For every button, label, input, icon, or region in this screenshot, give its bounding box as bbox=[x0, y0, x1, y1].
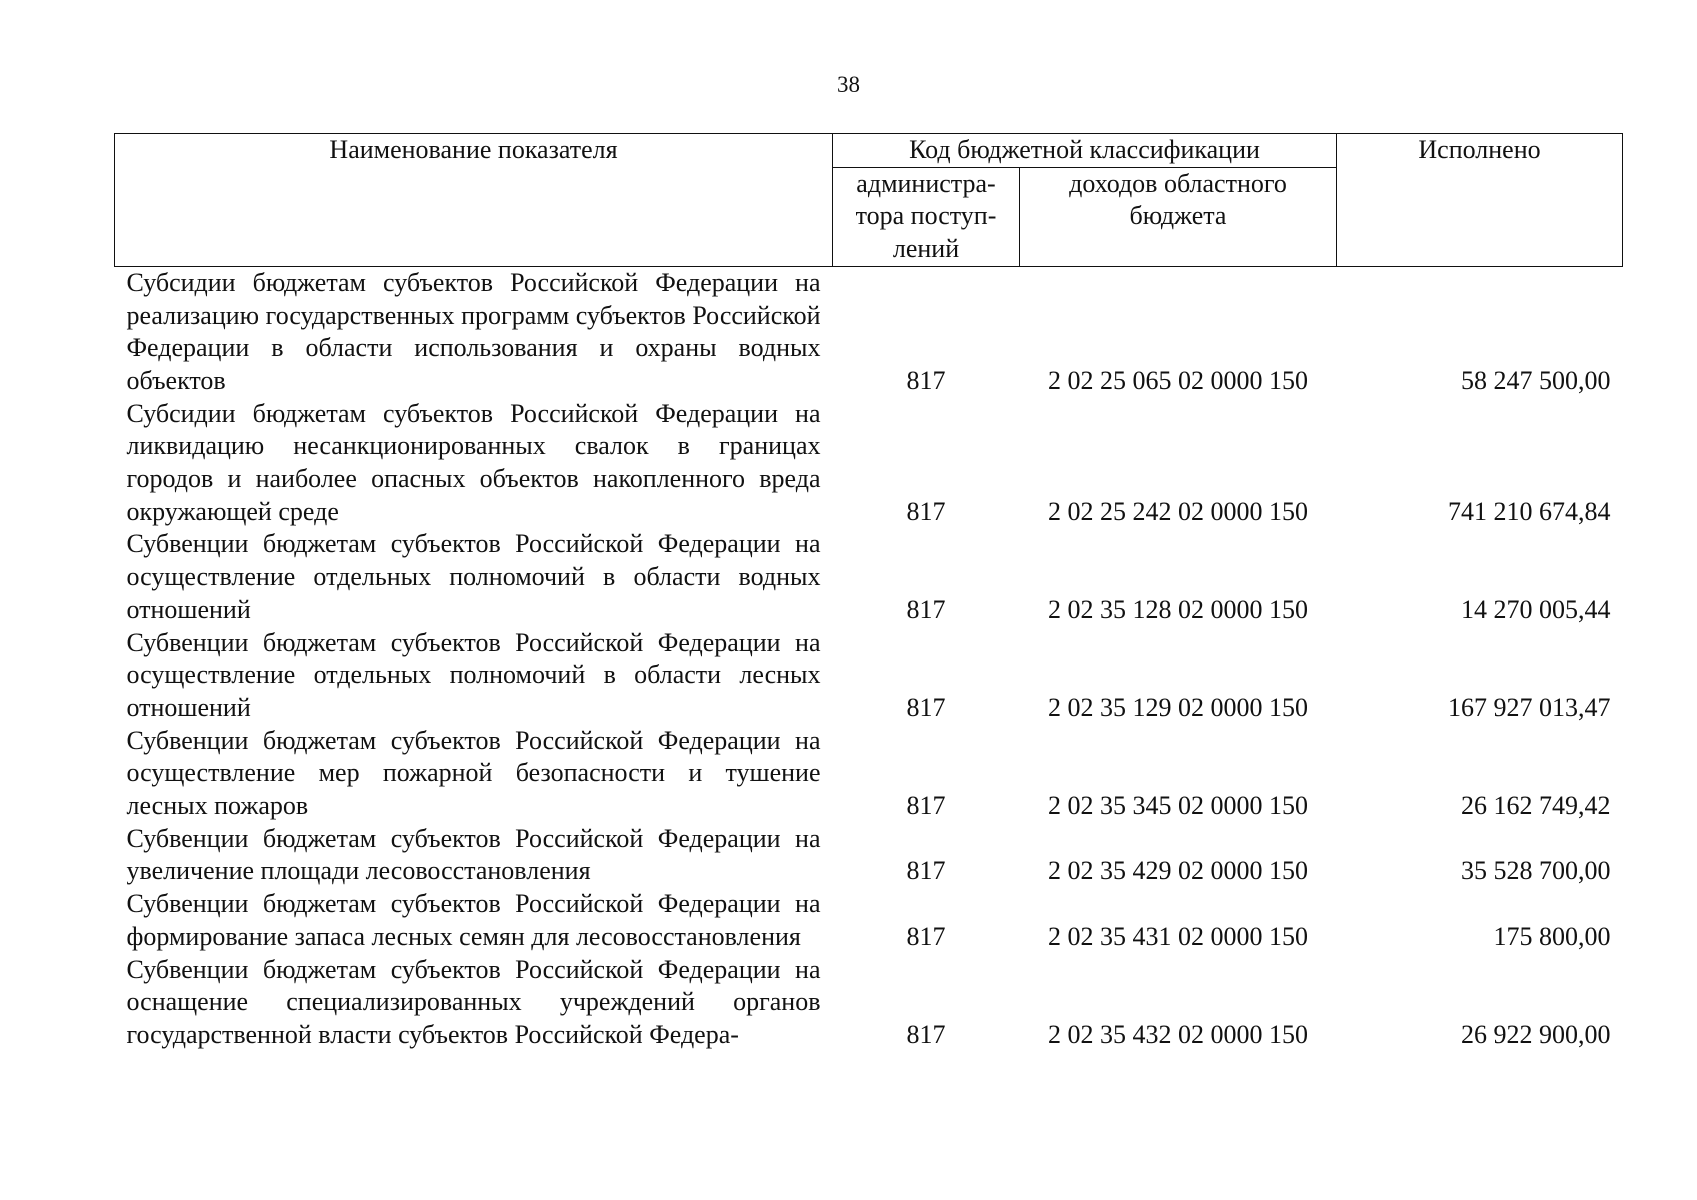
table-row bbox=[115, 398, 1623, 529]
table-row bbox=[115, 627, 1623, 725]
indicator-name-cell: Субвенции бюджетам субъектов Российской Федерации на увеличение площади лесовосстановления bbox=[126, 823, 821, 886]
indicator-name-cell: Субсидии бюджетам субъектов Российской Федерации на реализацию государственных программ субъектов Российской Федерации в области использования и охраны водных объектов bbox=[126, 267, 821, 395]
executed-amount-cell: 26 162 749,42 bbox=[1461, 791, 1611, 821]
indicator-name-cell: Субвенции бюджетам субъектов Российской Федерации на осуществление мер пожарной безопасности и тушение лесных пожаров bbox=[126, 725, 821, 821]
executed-amount-cell: 741 210 674,84 bbox=[1448, 496, 1611, 526]
executed-amount-cell: 26 922 900,00 bbox=[1461, 1019, 1611, 1049]
administrator-code-cell: 817 bbox=[906, 594, 946, 624]
administrator-code-cell: 817 bbox=[906, 692, 946, 722]
header-budget-classification-code: Код бюджетной классификации bbox=[833, 134, 1337, 168]
indicator-name-cell: Субвенции бюджетам субъектов Российской Федерации на оснащение специализированных учреждений органов государственной власти субъектов Российской Федера- bbox=[126, 954, 821, 1049]
indicator-name-cell: Субвенции бюджетам субъектов Российской Федерации на формирование запаса лесных семян для лесовосстановления bbox=[126, 889, 821, 951]
header-executed: Исполнено bbox=[1337, 134, 1623, 267]
executed-amount-cell: 167 927 013,47 bbox=[1448, 692, 1611, 722]
header-indicator-name: Наименование показателя bbox=[115, 134, 833, 267]
executed-amount-cell: 14 270 005,44 bbox=[1461, 594, 1611, 624]
income-code-cell: 2 02 25 242 02 0000 150 bbox=[1048, 496, 1308, 526]
executed-amount-cell: 58 247 500,00 bbox=[1461, 365, 1611, 395]
income-code-cell: 2 02 25 065 02 0000 150 bbox=[1048, 365, 1308, 395]
table-row bbox=[115, 725, 1623, 823]
header-regional-budget-income: доходов областного бюджета bbox=[1020, 167, 1337, 266]
table-row bbox=[115, 528, 1623, 626]
income-code-cell: 2 02 35 431 02 0000 150 bbox=[1048, 921, 1308, 951]
administrator-code-cell: 817 bbox=[906, 365, 946, 395]
income-code-cell: 2 02 35 429 02 0000 150 bbox=[1048, 856, 1308, 886]
table-body bbox=[115, 266, 1623, 1051]
table-row bbox=[115, 823, 1623, 888]
administrator-code-cell: 817 bbox=[906, 921, 946, 951]
administrator-code-cell: 817 bbox=[906, 791, 946, 821]
table-row bbox=[115, 266, 1623, 397]
income-code-cell: 2 02 35 345 02 0000 150 bbox=[1048, 791, 1308, 821]
budget-table bbox=[114, 133, 1623, 1052]
page-number: 38 bbox=[837, 72, 860, 97]
administrator-code-cell: 817 bbox=[906, 496, 946, 526]
indicator-name-cell: Субсидии бюджетам субъектов Российской Федерации на ликвидацию несанкционированных свалок в границах городов и наиболее опасных объектов накопленного вреда окружающей среде bbox=[126, 398, 821, 526]
table-header bbox=[115, 134, 1623, 267]
administrator-code-cell: 817 bbox=[906, 856, 946, 886]
administrator-code-cell: 817 bbox=[906, 1019, 946, 1049]
income-code-cell: 2 02 35 128 02 0000 150 bbox=[1048, 594, 1308, 624]
indicator-name-cell: Субвенции бюджетам субъектов Российской Федерации на осуществление отдельных полномочий в области водных отношений bbox=[126, 529, 821, 624]
table-row bbox=[115, 954, 1623, 1052]
header-revenue-administrator: администра- тора поступ- лений bbox=[833, 167, 1020, 266]
income-code-cell: 2 02 35 432 02 0000 150 bbox=[1048, 1019, 1308, 1049]
income-code-cell: 2 02 35 129 02 0000 150 bbox=[1048, 692, 1308, 722]
executed-amount-cell: 35 528 700,00 bbox=[1461, 856, 1611, 886]
executed-amount-cell: 175 800,00 bbox=[1493, 921, 1611, 951]
indicator-name-cell: Субвенции бюджетам субъектов Российской Федерации на осуществление отдельных полномочий в области лесных отношений bbox=[126, 627, 821, 722]
table-row bbox=[115, 888, 1623, 953]
